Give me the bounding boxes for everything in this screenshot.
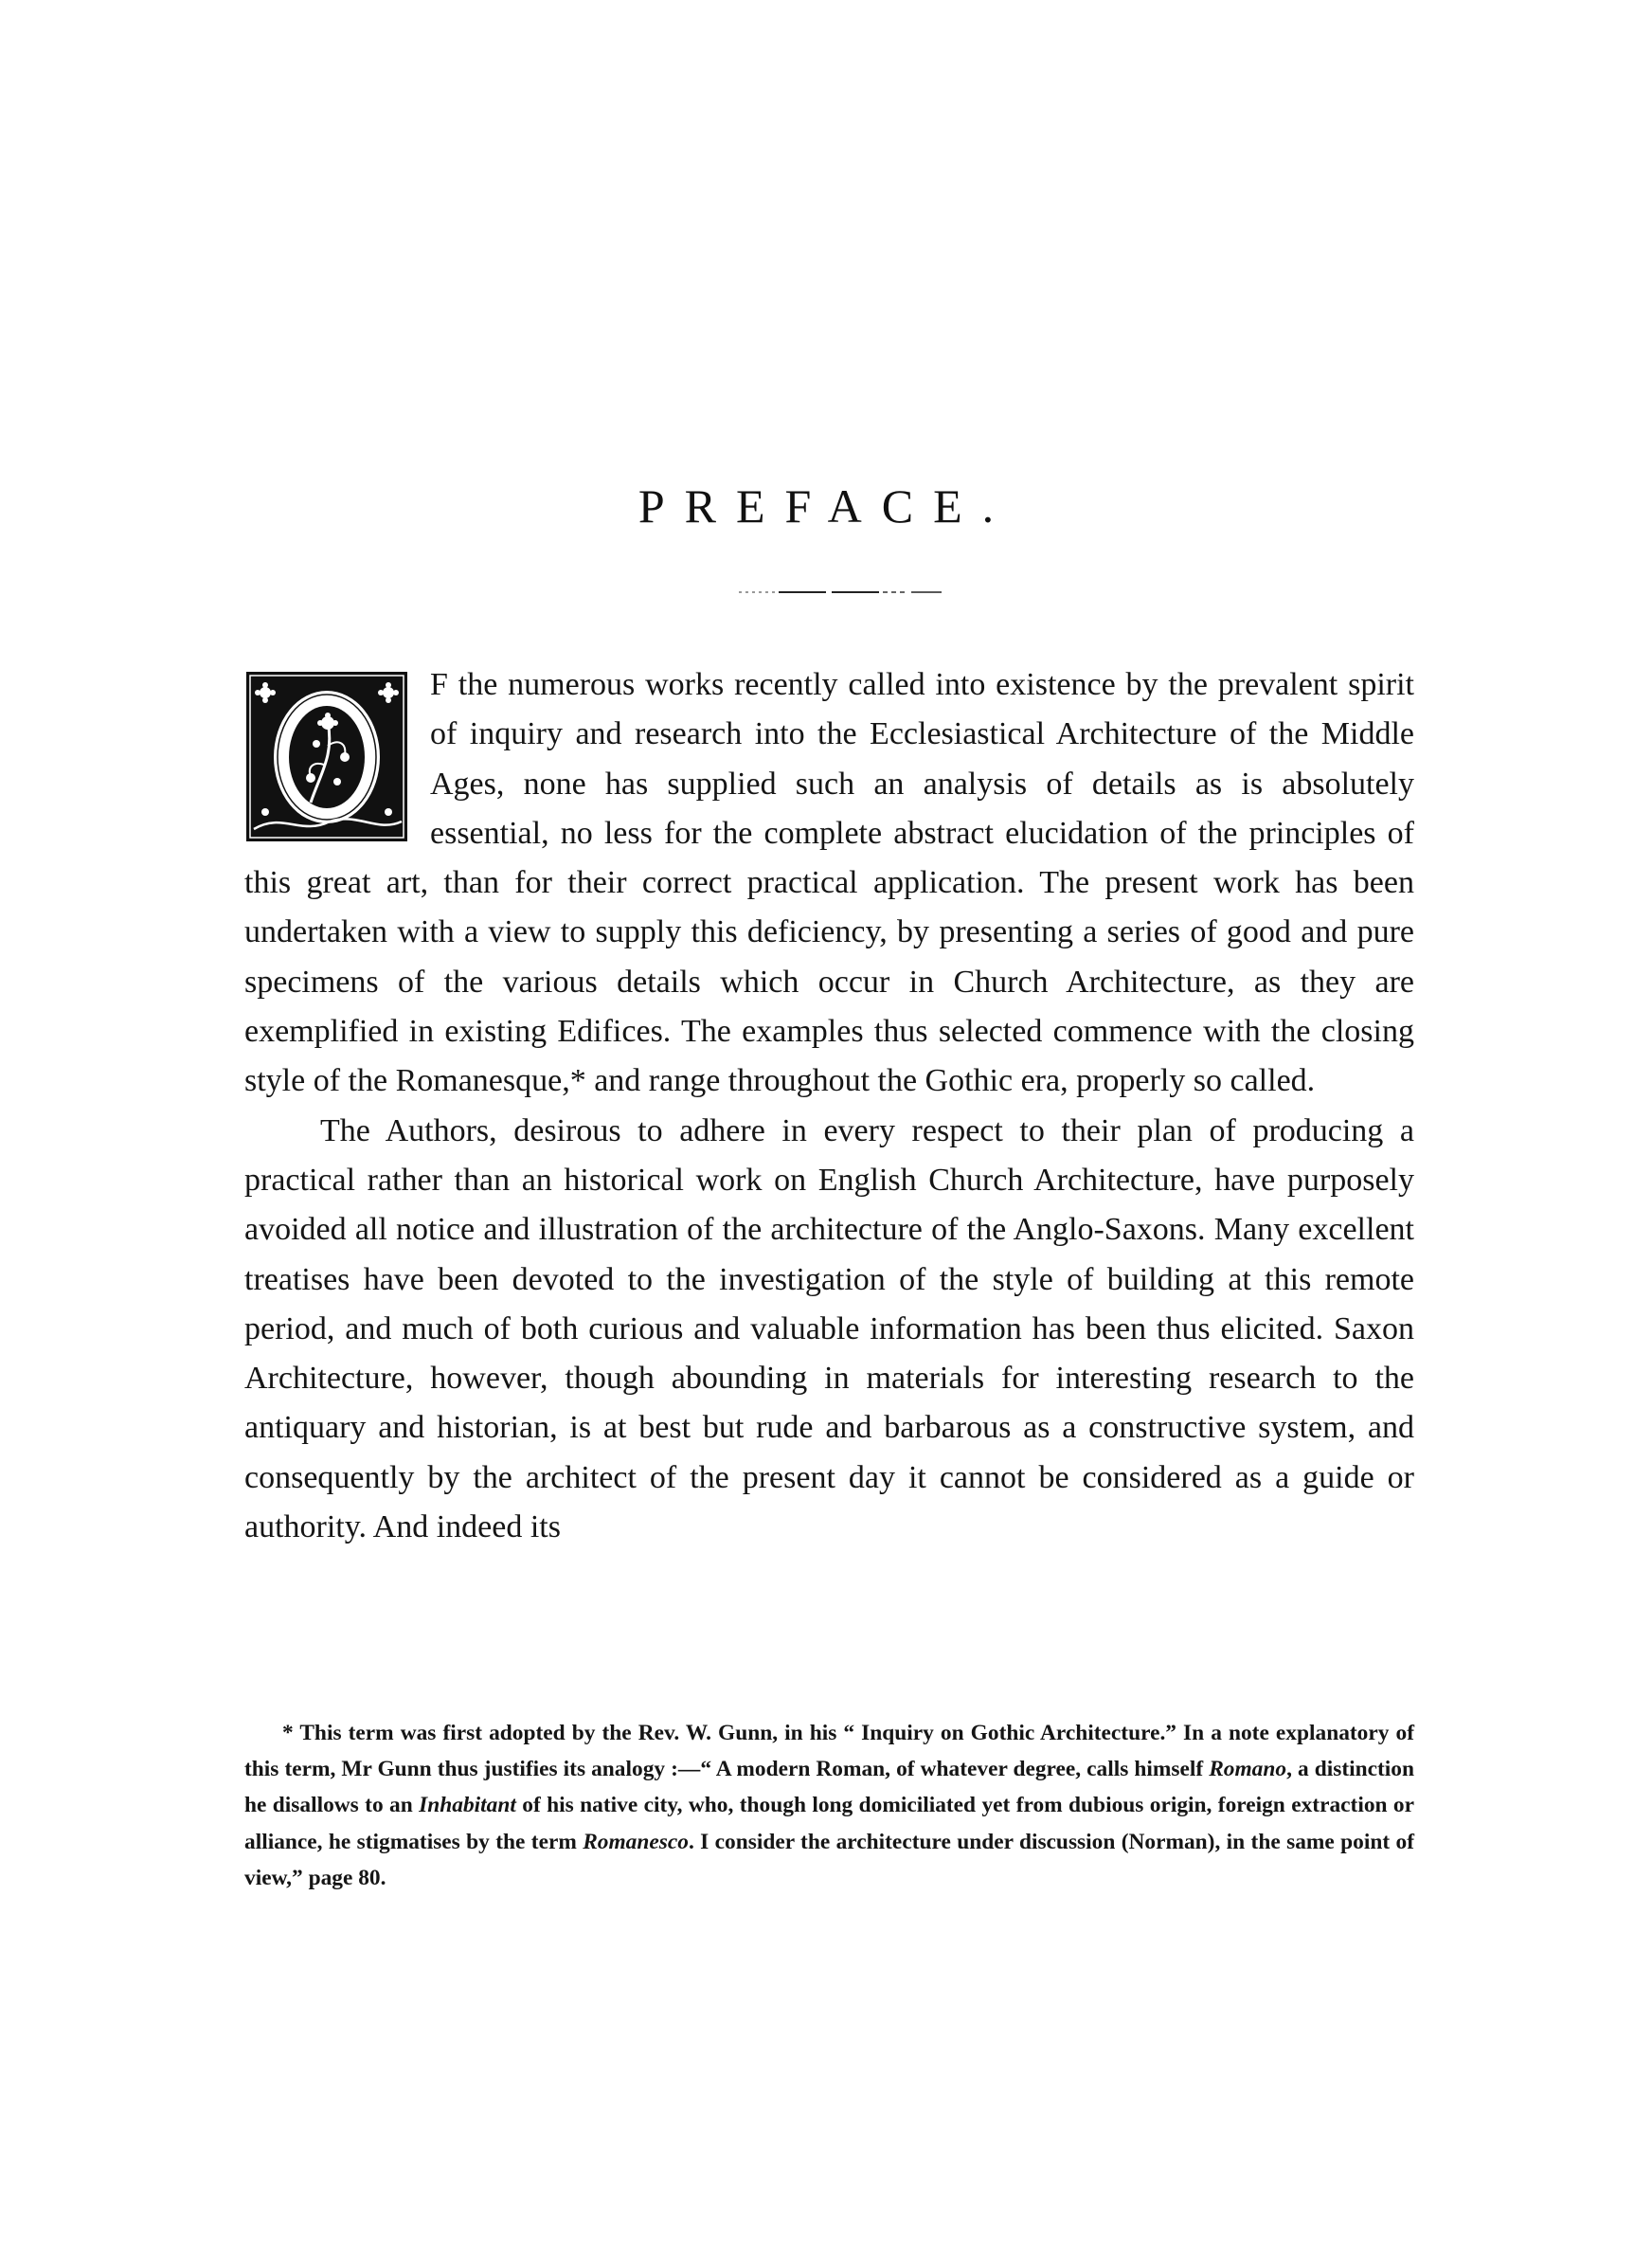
paragraph-2: The Authors, desirous to adhere in every respect to their plan of producing a practical rather than an historical work on English Church Architecture, have purposely avoided all notice and illustration of the architecture of the Anglo-Saxons. Many excellent treatises have been devoted to the investigation of the style of building at this remote period, and much of both curious and valuable information has been thus elicited. Saxon Architecture, however, though abounding in materials for interesting research to the antiquary and historian, is at best but rude and barbarous as a constructive system, and consequently by the architect of the present day it cannot be considered as a guide or authority. And indeed its <box>244 1112 1414 1545</box>
footnote <box>244 1715 1414 1896</box>
footnote-text <box>244 1715 1414 1896</box>
ornamental-rule <box>739 587 942 597</box>
footnote-part-4: . I consider the architecture under discussion (Norman), in the same point of view,” page 80. <box>244 1829 1414 1890</box>
footnote-part-1: * This term was first adopted by the Rev. W. Gunn, in his “ Inquiry on Gothic Architecture.” In a note explanatory of this term, Mr Gunn thus justifies its analogy :—“ A modern Roman, of whatever degree, calls himself <box>244 1721 1414 1782</box>
paragraph-1-text: F the numerous works recently called into existence by the prevalent spirit of inquiry and research into the Ecclesiastical Architecture of the Middle Ages, none has supplied such an analysis of details as is absolutely essential, no less for the complete abstract elucidation of the principles of this great art, than for their correct practical application. The present work has been undertaken with a view to supply this deficiency, by presenting a series of good and pure specimens of the various details which occur in Church Architecture, as they are exemplified in existing Edifices. The examples thus selected commence with the closing style of the Romanesque,* and range throughout the Gothic era, properly so called. <box>244 667 1414 1099</box>
footnote-italic-romano: Romano <box>1209 1757 1287 1782</box>
footnote-part-2: , a distinction he disallows to an <box>244 1757 1414 1818</box>
footnote-part-3: of his native city, who, though long domiciliated yet from dubious origin, foreign extraction or alliance, he stigmatises by the term <box>244 1793 1414 1854</box>
paragraph-1 <box>244 660 1414 1107</box>
preface-body <box>244 660 1414 1552</box>
ornamental-initial-letter-icon <box>244 670 409 843</box>
footnote-italic-inhabitant: Inhabitant <box>419 1793 516 1818</box>
page-title: PREFACE. <box>637 479 1015 533</box>
footnote-italic-romanesco: Romanesco <box>583 1829 689 1854</box>
decorated-initial-o <box>244 670 409 843</box>
